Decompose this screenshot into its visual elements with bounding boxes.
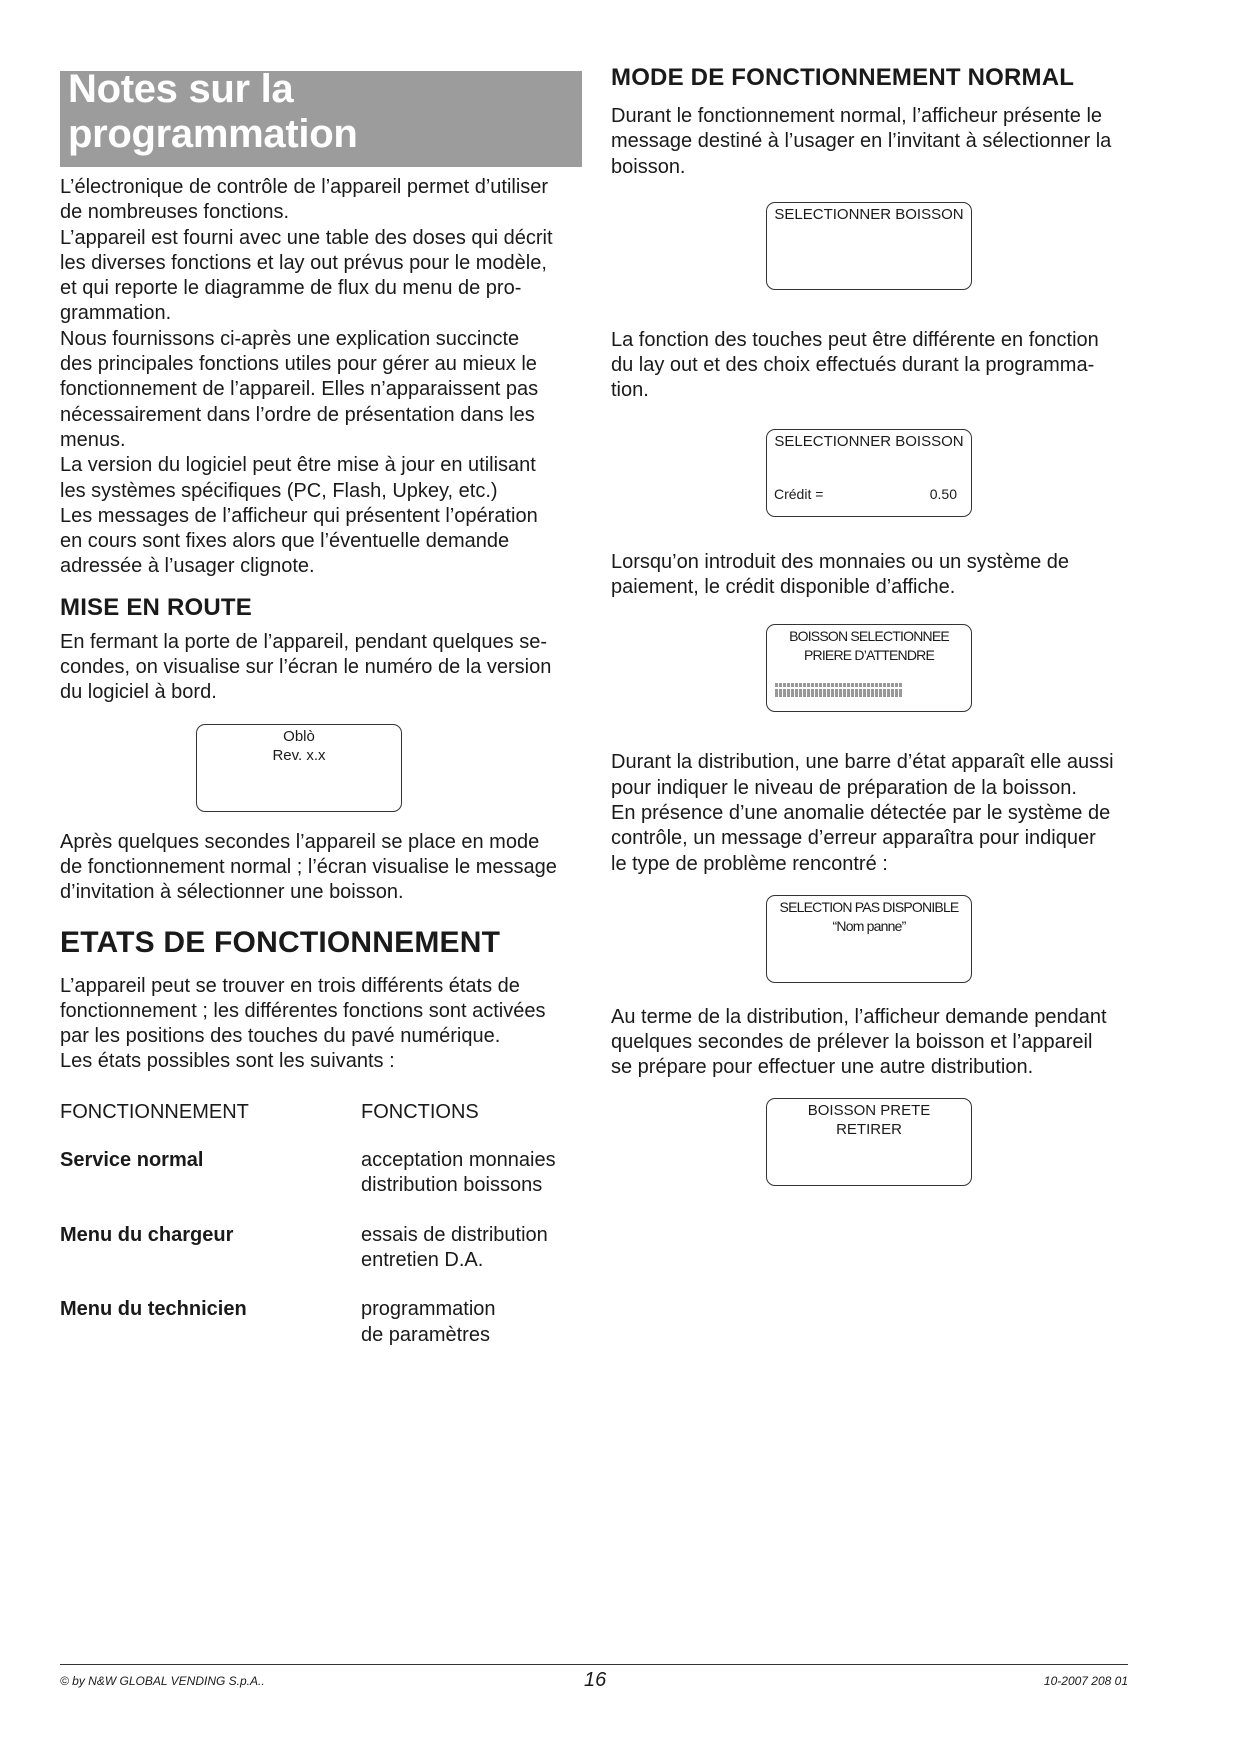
footer-copyright: © by N&W GLOBAL VENDING S.p.A.. [60, 1674, 265, 1688]
left-column [60, 67, 580, 1348]
header-fonctionnement: FONCTIONNEMENT [60, 1100, 249, 1123]
state-name: Menu du chargeur [60, 1223, 234, 1246]
header-fonctions: FONCTIONS [361, 1100, 479, 1123]
display-line-1: Oblò [283, 727, 315, 745]
display-line-2: RETIRER [836, 1120, 902, 1138]
title-banner [60, 67, 582, 167]
display-error [766, 895, 972, 983]
display-line-2: “Nom panne” [832, 917, 906, 934]
normal-mode-text-5: Au terme de la distribution, l’afficheur demande pendant quelques secondes de prélever la boisson et l’appareil se prépare pour effectuer une autre distribution. [611, 1005, 1107, 1079]
display-line-2: Rev. x.x [272, 746, 326, 764]
states-table [60, 1100, 580, 1348]
state-functions: acceptation monnaies distribution boissons [361, 1149, 556, 1197]
table-row [60, 1223, 580, 1274]
footer-rule [60, 1664, 1128, 1665]
state-name: Service normal [60, 1149, 204, 1172]
state-functions: programmation de paramètres [361, 1298, 496, 1346]
display-line-1: BOISSON SELECTIONNEE [789, 628, 949, 645]
normal-mode-heading: MODE DE FONCTIONNEMENT NORMAL [611, 64, 1075, 91]
table-header [60, 1100, 580, 1125]
credit-row [774, 485, 957, 504]
table-row [60, 1297, 580, 1348]
page-number: 16 [584, 1669, 607, 1691]
mise-en-route-heading: MISE EN ROUTE [60, 593, 252, 621]
etats-text: L’appareil peut se trouver en trois différents états de fonctionnement ; les différentes fonctions sont activées par les positions des touches du pavé numérique. Les états possibles sont les suivants : [60, 974, 546, 1073]
display-ready [766, 1098, 972, 1186]
display-oblo [196, 724, 402, 812]
display-credit [766, 429, 972, 517]
display-line-1: SELECTIONNER BOISSON [774, 205, 964, 223]
page-title: Notes sur la programmation [68, 67, 358, 156]
after-text: Après quelques secondes l’appareil se place en mode de fonctionnement normal ; l’écran visualise le message d’invitation à sélectionner une boisson. [60, 830, 557, 904]
etats-heading: ETATS DE FONCTIONNEMENT [60, 925, 501, 959]
credit-label: Crédit = [774, 485, 824, 502]
normal-mode-text-1: Durant le fonctionnement normal, l’afficheur présente le message destiné à l’usager en l’invitant à sélectionner la boisson. [611, 105, 1112, 178]
credit-value: 0.50 [929, 485, 957, 502]
mise-en-route-text: En fermant la porte de l’appareil, pendant quelques se- condes, on visualise sur l’écran le numéro de la version du logiciel à bord. [60, 630, 552, 704]
right-column [611, 64, 1141, 1186]
display-line-2: PRIERE D’ATTENDRE [803, 647, 935, 664]
display-select-beverage [766, 202, 972, 290]
display-line-1: BOISSON PRETE [807, 1101, 931, 1119]
display-line-1: SELECTION PAS DISPONIBLE [779, 898, 959, 915]
state-name: Menu du technicien [60, 1298, 247, 1321]
normal-mode-text-4: Durant la distribution, une barre d’état apparaît elle aussi pour indiquer le niveau de préparation de la boisson. En présence d’une anomalie détectée par le système de contrôle, un message d’erreur apparaîtra pour indiquer le type de problème rencontré : [611, 751, 1114, 875]
table-row [60, 1148, 580, 1199]
intro-paragraph: L’électronique de contrôle de l’appareil permet d’utiliser de nombreuses fonctions. L’appareil est fourni avec une table des doses qui décrit les diverses fonctions et lay out prévus pour le modèle, et qui reporte le diagramme de flux du menu de pro- grammation. Nous fournissons ci-après une explication succincte des principales fonctions utiles pour gérer au mieux le fonctionnement de l’appareil. Elles n’apparaissent pas nécessairement dans l’ordre de présentation dans les menus. La version du logiciel peut être mise à jour en utilisant les systèmes spécifiques (PC, Flash, Upkey, etc.) Les messages de l’afficheur qui présentent l’opération en cours sont fixes alors que l’éventuelle demande adressée à l’usager clignote. [60, 176, 553, 578]
footer-code: 10-2007 208 01 [1043, 1674, 1128, 1688]
display-line-1: SELECTIONNER BOISSON [774, 432, 964, 450]
state-functions: essais de distribution entretien D.A. [361, 1223, 548, 1271]
normal-mode-text-3: Lorsqu’on introduit des monnaies ou un système de paiement, le crédit disponible d’affiche. [611, 550, 1070, 599]
normal-mode-text-2: La fonction des touches peut être différente en fonction du lay out et des choix effectués durant la programma- tion. [611, 328, 1099, 402]
display-dispensing [766, 624, 972, 712]
progress-bar [775, 683, 903, 697]
